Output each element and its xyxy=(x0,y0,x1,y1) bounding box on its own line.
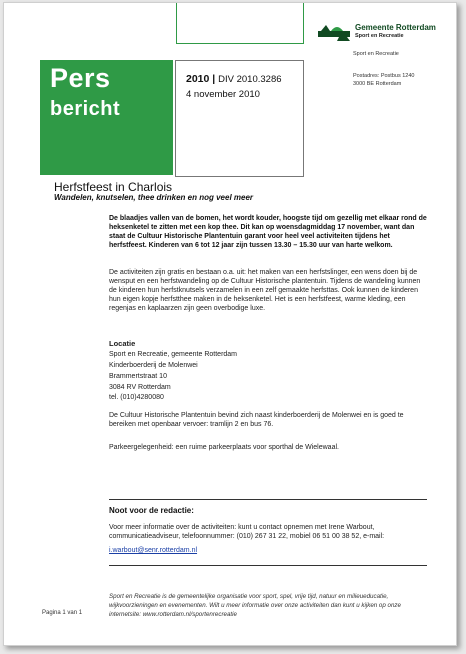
sidebar-department: Sport en Recreatie xyxy=(353,51,399,57)
persbericht-banner xyxy=(40,60,173,175)
article-subtitle: Wandelen, knutselen, thee drinken en nog veel meer xyxy=(54,193,254,202)
sidebar-address-line1: Postadres: Postbus 1240 xyxy=(353,73,415,79)
parking-paragraph: Parkeergelegenheid: een ruime parkeerplaats voor sporthal de Wielewaal. xyxy=(109,444,339,451)
note-text: Voor meer informatie over de activiteiten: kunt u contact opnemen met Irene Warbout, communicatieadviseur, telefoonnummer: (010) 267 31 22, mobiel 06 51 00 38 52, e-mail: xyxy=(109,524,385,540)
release-date: 4 november 2010 xyxy=(186,89,260,100)
activities-paragraph: De activiteiten zijn gratis en bestaan o.a. uit: het maken van een herfstslinger, een wens doen bij de wensput en een herfstwandeling op de Cultuur Historische plantentuin. Tijdens de wandeling kunnen de kinderen hun herfstknutsels verzamelen in een zelf gemaakte herfsttas. Ook kunnen de kinderen hun eigen kopje herfstthee maken in de heksenketel. Het is een herfstfeest, warme kleding, een regenjas en kaplaarzen zijn geen overbodige luxe. xyxy=(109,269,421,312)
reference-number: DIV 2010.3286 xyxy=(218,74,282,85)
banner-word-pers: Pers xyxy=(50,63,111,93)
document-page xyxy=(3,2,457,646)
note-bottom-rule xyxy=(109,565,427,566)
contact-email-link[interactable]: i.warbout@senr.rotterdam.nl xyxy=(109,547,198,554)
sidebar-address-line2: 3000 BE Rotterdam xyxy=(353,81,402,87)
reference-year: 2010 xyxy=(186,73,210,85)
logo-subtitle: Sport en Recreatie xyxy=(355,33,404,39)
lion-icon xyxy=(317,23,351,41)
note-top-rule xyxy=(109,499,427,500)
note-title: Noot voor de redactie: xyxy=(109,506,194,515)
note-email-line xyxy=(109,546,427,555)
gemeente-rotterdam-logo xyxy=(317,23,447,45)
location-line-3: Brammertstraat 10 xyxy=(109,373,167,380)
footer-text: Sport en Recreatie is de gemeentelijke organisatie voor sport, spel, vrije tijd, natuur en milieueducatie, wijkvoorzieningen en evenementen. Wilt u meer informatie over onze activiteiten dan kunt u kijken op onze internetsite: www.rotterdam.nl/sportenrecreatie xyxy=(109,593,401,618)
location-heading: Locatie xyxy=(109,339,136,348)
reference-line xyxy=(186,73,282,85)
location-line-4: 3084 RV Rotterdam xyxy=(109,384,171,391)
transport-paragraph: De Cultuur Historische Plantentuin bevind zich naast kinderboerderij de Molenwei en is goed te bereiken met openbaar vervoer: tramlijn 2 en bus 76. xyxy=(109,412,404,428)
reference-box xyxy=(175,60,304,177)
logo-name: Gemeente Rotterdam xyxy=(355,23,436,32)
location-line-2: Kinderboerderij de Molenwei xyxy=(109,362,198,369)
header-tab xyxy=(176,3,304,44)
lead-paragraph: De blaadjes vallen van de bomen, het wordt kouder, hoogste tijd om gezellig met elkaar rond de heksenketel te zitten met een kop thee. Dit kan op woensdagmiddag 17 november, want dan staat de Cultuur Historische Plantentuin garant voor heel veel activiteiten tijdens het herfstfeest. Kinderen van 6 tot 12 jaar zijn tussen 13.30 – 15.30 uur van harte welkom. xyxy=(109,215,427,249)
banner-word-bericht: bericht xyxy=(50,98,121,120)
page-number: Pagina 1 van 1 xyxy=(42,610,83,616)
reference-separator: | xyxy=(209,73,219,85)
location-line-1: Sport en Recreatie, gemeente Rotterdam xyxy=(109,351,238,358)
location-line-5: tel. (010)4280080 xyxy=(109,394,164,401)
article-title: Herfstfeest in Charlois xyxy=(54,180,173,194)
